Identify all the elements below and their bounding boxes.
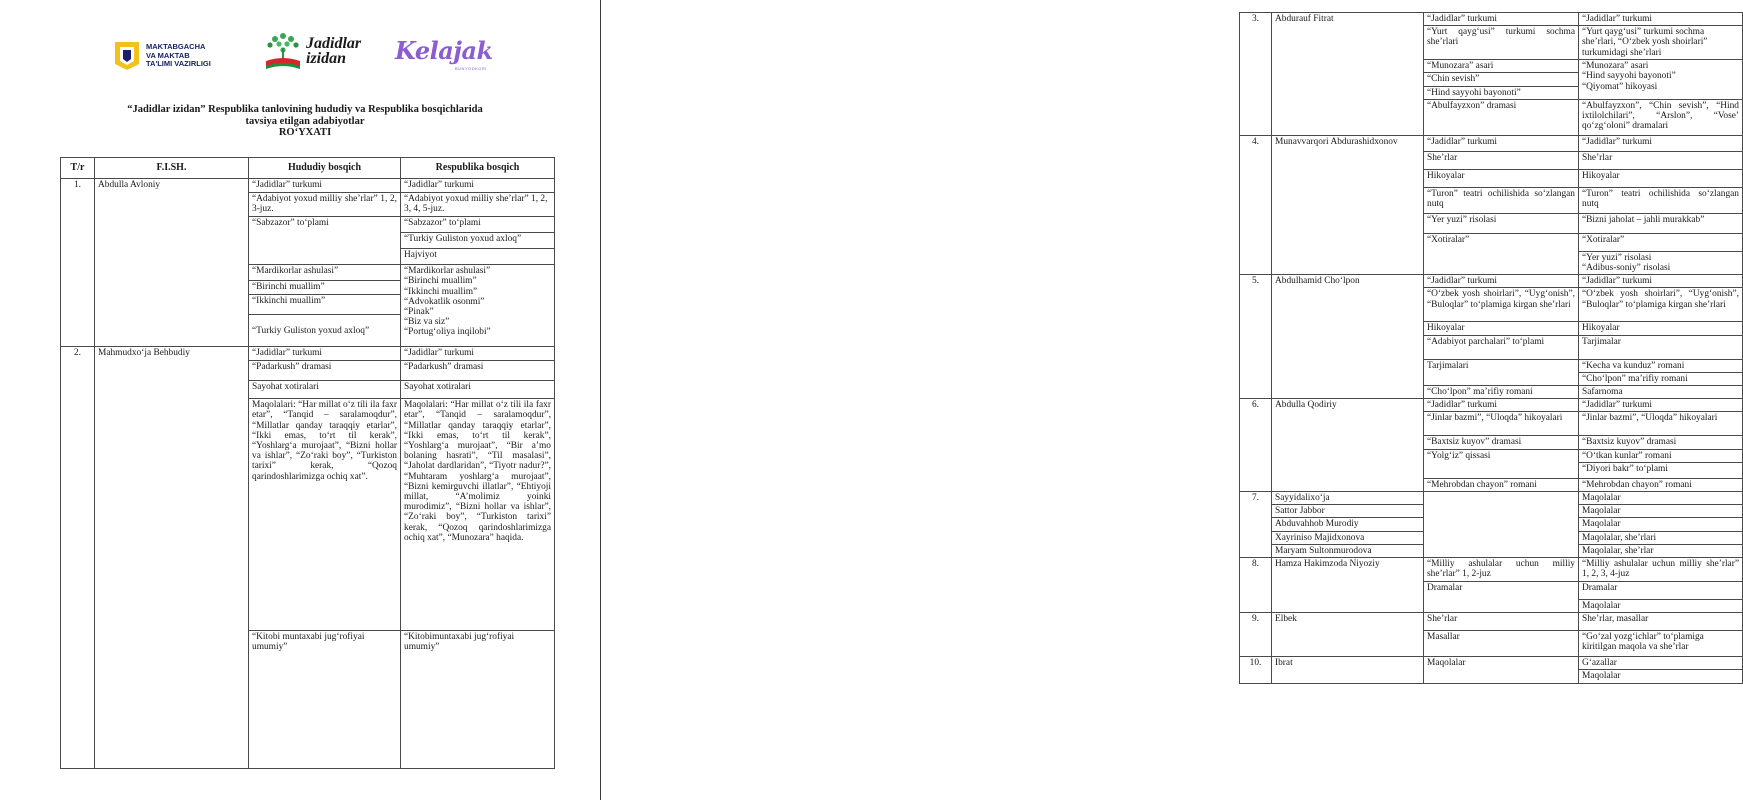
republic-cell: Maqolalar, she’rlari <box>1579 531 1743 544</box>
regional-cell: “Abulfayzxon” dramasi <box>1424 99 1579 135</box>
republic-cell: “Adabiyot yoxud milliy she’rlar” 1, 2, 3, 4, 5-juz. <box>401 193 555 217</box>
regional-cell: “Padarkush” dramasi <box>249 361 401 381</box>
regional-cell: “Yurt qayg‘usi” turkumi sochma she’rlari <box>1424 26 1579 60</box>
republic-cell: “Jinlar bazmi”, “Uloqda” hikoyalari <box>1579 412 1743 436</box>
republic-cell: “Mehrobdan chayon” romani <box>1579 478 1743 491</box>
regional-cell: “Turkiy Guliston yoxud axloq” <box>249 315 401 347</box>
regional-cell: “Munozara” asari <box>1424 60 1579 73</box>
republic-item: “Qiyomat” hikoyasi <box>1582 81 1658 92</box>
author-name: Mahmudxo‘ja Behbudiy <box>95 347 249 769</box>
row-number: 9. <box>1240 613 1272 657</box>
republic-cell: “Kitobimuntaxabi jug‘rofiyai umumiy” <box>401 631 555 769</box>
regional-cell: “Hind sayyohi bayonoti” <box>1424 86 1579 99</box>
regional-cell: “Cho‘lpon” ma’rifiy romani <box>1424 386 1579 399</box>
republic-cell: She’rlar <box>1579 151 1743 169</box>
regional-cell: Maqolalar <box>1424 657 1579 683</box>
kelajak-logo-text: Kelajak <box>395 36 493 65</box>
regional-cell: “O‘zbek yosh shoirlari”, “Uyg‘onish”, “Buloqlar” to‘plamiga kirgan she’rlari <box>1424 288 1579 322</box>
regional-cell: “Mardikorlar ashulasi” <box>249 265 401 281</box>
regional-cell: She’rlar <box>1424 613 1579 631</box>
republic-cell: Maqolalari: “Har millat o‘z tili ila faxr etar”, “Tanqid – saralamoqdur”, “Millatlar qanday taraqqiy etarlar”, “Ikki emas, to‘rt til kerak”, “Yoshlarg‘a murojaat”, “Bir a’mo bolaning hasrati”, “Til masalasi”, “Jaholat dardlaridan”, “Tiyotr nadur?”, “Muhtaram yoshlarg‘a murojaat”, “Bizni kemirguvchi illatlar”, “Ehtiyoji millat, “A’molimiz yoinki murodimiz”, “Bizni hollar va ishlar”, “Zo‘raki boy”, “Turkiston tarixi” kerak, “Qozoq qarindoshlarimizga ochiq xat”, “Munozara” haqida. <box>401 399 555 631</box>
regional-cell: “Adabiyot yoxud milliy she’rlar” 1, 2, 3-juz. <box>249 193 401 217</box>
republic-item: “Adibus-soniy” risolasi <box>1582 263 1671 274</box>
republic-cell: “Cho‘lpon” ma’rifiy romani <box>1579 372 1743 385</box>
author-name: Abdurauf Fitrat <box>1272 13 1424 136</box>
regional-cell: “Xotiralar” <box>1424 233 1579 274</box>
tree-book-icon <box>262 30 304 74</box>
republic-cell: “Jadidlar” turkumi <box>1579 275 1743 288</box>
table-row <box>61 347 555 361</box>
document-title <box>80 104 530 139</box>
regional-cell: “Yer yuzi” risolasi <box>1424 213 1579 233</box>
republic-cell: “Turon” teatri ochilishida so‘zlangan nutq <box>1579 187 1743 213</box>
document-page-right <box>602 0 1739 800</box>
republic-cell: Dramalar <box>1579 582 1743 600</box>
republic-cell: Hikoyalar <box>1579 322 1743 335</box>
republic-cell: “Yurt qayg‘usi” turkumi sochma she’rlari, “O‘zbek yosh shoirlari” turkumidagi she’rlari <box>1579 26 1743 60</box>
regional-cell: “Jadidlar” turkumi <box>1424 399 1579 412</box>
republic-cell: Maqolalar <box>1579 670 1743 683</box>
author-name: Sattor Jabbor <box>1272 505 1424 518</box>
regional-cell: Tarjimalari <box>1424 359 1579 385</box>
logo-strip <box>112 30 512 85</box>
regional-cell: “Jadidlar” turkumi <box>1424 275 1579 288</box>
republic-item: “Hind sayyohi bayonoti” <box>1582 71 1676 82</box>
republic-cell: “Milliy ashulalar uchun milliy she’rlar” 1, 2, 3, 4-juz <box>1579 558 1743 582</box>
ministry-logo-text: MAKTABGACHA VA MAKTAB TA'LIMI VAZIRLIGI <box>146 42 211 68</box>
regional-cell: “Yolg‘iz” qissasi <box>1424 449 1579 478</box>
kelajak-logo-subtext: BUNYODKORI <box>455 66 487 71</box>
republic-cell: “Jadidlar” turkumi <box>401 179 555 193</box>
header-name: F.I.SH. <box>95 158 249 179</box>
republic-item: “Ikkinchi muallim” <box>404 286 478 297</box>
republic-cell: “Jadidlar” turkumi <box>1579 135 1743 151</box>
table-row <box>1240 399 1743 412</box>
author-name: Xayriniso Majidxonova <box>1272 531 1424 544</box>
republic-cell: “Go‘zal yozg‘ichlar” to‘plamiga kiritilgan maqola va she’rlar <box>1579 631 1743 657</box>
page-divider <box>600 0 601 800</box>
table-row <box>1240 135 1743 151</box>
author-name: Abdulla Qodiriy <box>1272 399 1424 492</box>
author-name: Abdulla Avloniy <box>95 179 249 347</box>
literature-table-part-2 <box>1239 12 1743 684</box>
republic-cell: “Jadidlar” turkumi <box>1579 13 1743 26</box>
author-name: Sayyidalixo‘ja <box>1272 492 1424 505</box>
republic-cell: She’rlar, masallar <box>1579 613 1743 631</box>
republic-cell-group <box>1579 60 1743 100</box>
republic-cell: Hikoyalar <box>1579 169 1743 187</box>
regional-cell: “Turon” teatri ochilishida so‘zlangan nutq <box>1424 187 1579 213</box>
regional-cell: She’rlar <box>1424 151 1579 169</box>
republic-item: “Turkiy Guliston yoxud axloq” <box>401 233 554 249</box>
republic-item: “Biz va siz” <box>404 317 450 328</box>
republic-cell: “Diyori bakr” to‘plami <box>1579 462 1743 478</box>
row-number: 4. <box>1240 135 1272 274</box>
document-page-left <box>0 0 600 800</box>
row-number: 8. <box>1240 558 1272 613</box>
row-number: 2. <box>61 347 95 769</box>
regional-cell: “Sabzazor” to‘plami <box>249 217 401 265</box>
republic-item: “Munozara” asari <box>1582 61 1649 72</box>
republic-cell-group <box>1579 251 1743 274</box>
table-row <box>61 179 555 193</box>
row-number: 5. <box>1240 275 1272 399</box>
regional-cell: “Kitobi muntaxabi jug‘rofiyai umumiy” <box>249 631 401 769</box>
republic-cell: “Xotiralar” <box>1579 233 1743 251</box>
republic-item: “Pinak” <box>404 307 434 318</box>
author-name: Hamza Hakimzoda Niyoziy <box>1272 558 1424 613</box>
regional-cell: “Adabiyot parchalari” to‘plami <box>1424 335 1579 359</box>
republic-cell: “Padarkush” dramasi <box>401 361 555 381</box>
republic-item: “Birinchi muallim” <box>404 276 477 287</box>
regional-cell: “Jadidlar” turkumi <box>1424 13 1579 26</box>
republic-cell: “Baxtsiz kuyov” dramasi <box>1579 436 1743 449</box>
row-number: 6. <box>1240 399 1272 492</box>
table-row <box>1240 13 1743 26</box>
row-number: 7. <box>1240 492 1272 558</box>
republic-cell: G‘azallar <box>1579 657 1743 670</box>
regional-cell: Maqolalari: “Har millat o‘z tili ila faxr etar”, “Tanqid – saralamoqdur”, “Millatlar qanday taraqqiy etarlar”, “Ikki emas, to‘rt til kerak”, “Yoshlarg‘a murojaat”, “Bizni hollar va ishlar”, “Zo‘raki boy”, “Turkiston tarixi” kerak, “Qozoq qarindoshlarimizga ochiq xat”. <box>249 399 401 631</box>
republic-item: “Sabzazor” to‘plami <box>401 217 554 233</box>
author-name: Elbek <box>1272 613 1424 657</box>
table-header-row <box>61 158 555 179</box>
republic-cell: Maqolalar <box>1579 505 1743 518</box>
author-name: Munavvarqori Abdurashidxonov <box>1272 135 1424 274</box>
kelajak-logo <box>395 36 505 71</box>
regional-cell: Dramalar <box>1424 582 1579 613</box>
regional-cell: “Chin sevish” <box>1424 73 1579 86</box>
republic-cell: “Abulfayzxon”, “Chin sevish”, “Hind ixtilolchilari”, “Arslon”, “Vose’ qo‘zg‘oloni” dramalari <box>1579 99 1743 135</box>
header-number: T/r <box>61 158 95 179</box>
regional-cell: “Baxtsiz kuyov” dramasi <box>1424 436 1579 449</box>
row-number: 3. <box>1240 13 1272 136</box>
regional-cell: “Ikkinchi muallim” <box>249 295 401 315</box>
republic-item: “Mardikorlar ashulasi” <box>404 266 491 277</box>
regional-cell: “Mehrobdan chayon” romani <box>1424 478 1579 491</box>
regional-cell: “Jadidlar” turkumi <box>249 347 401 361</box>
row-number: 10. <box>1240 657 1272 683</box>
republic-cell: Maqolalar, she’rlar <box>1579 544 1743 557</box>
author-name: Abdulhamid Cho‘lpon <box>1272 275 1424 399</box>
republic-cell: “O‘zbek yosh shoirlari”, “Uyg‘onish”, “Buloqlar” to‘plamiga kirgan she’rlari <box>1579 288 1743 322</box>
republic-cell: Maqolalar <box>1579 492 1743 505</box>
republic-item: “Yer yuzi” risolasi <box>1582 252 1652 263</box>
regional-cell: “Jadidlar” turkumi <box>1424 135 1579 151</box>
republic-cell: Tarjimalar <box>1579 335 1743 359</box>
republic-cell-group <box>401 217 555 265</box>
author-name: Maryam Sultonmurodova <box>1272 544 1424 557</box>
literature-table-part-1 <box>60 157 555 769</box>
table-row <box>1240 558 1743 582</box>
regional-cell: Hikoyalar <box>1424 322 1579 335</box>
republic-cell: “Bizni jaholat – jahli murakkab” <box>1579 213 1743 233</box>
title-line-3: RO‘YXATI <box>278 127 332 138</box>
table-row <box>1240 657 1743 670</box>
jadidlar-izidan-logo-text: Jadidlar izidan <box>306 35 362 67</box>
republic-cell-group <box>401 265 555 347</box>
regional-cell: “Jadidlar” turkumi <box>249 179 401 193</box>
title-line-1: “Jadidlar izidan” Respublika tanlovining hududiy va Respublika bosqichlarida <box>127 104 483 115</box>
republic-cell: Safarnoma <box>1579 386 1743 399</box>
republic-item: “Advokatlik osonmi” <box>404 296 485 307</box>
republic-item: Hajviyot <box>404 250 437 261</box>
ministry-emblem-icon <box>112 38 142 72</box>
regional-cell: “Jinlar bazmi”, “Uloqda” hikoyalari <box>1424 412 1579 436</box>
header-regional-stage: Hududiy bosqich <box>249 158 401 179</box>
title-line-2: tavsiya etilgan adabiyotlar <box>245 115 365 127</box>
regional-cell: “Birinchi muallim” <box>249 281 401 295</box>
regional-cell: Sayohat xotiralari <box>249 381 401 399</box>
table-row <box>1240 275 1743 288</box>
republic-cell: Maqolalar <box>1579 600 1743 613</box>
republic-cell: “Jadidlar” turkumi <box>401 347 555 361</box>
row-number: 1. <box>61 179 95 347</box>
republic-cell: Sayohat xotiralari <box>401 381 555 399</box>
table-row <box>1240 613 1743 631</box>
author-name: Ibrat <box>1272 657 1424 683</box>
regional-cell: Hikoyalar <box>1424 169 1579 187</box>
republic-cell: Maqolalar <box>1579 518 1743 531</box>
header-republic-stage: Respublika bosqich <box>401 158 555 179</box>
regional-cell: “Milliy ashulalar uchun milliy she’rlar” 1, 2-juz <box>1424 558 1579 582</box>
regional-cell-empty <box>1424 492 1579 558</box>
regional-cell: Masallar <box>1424 631 1579 657</box>
republic-item: “Portug‘oliya inqilobi” <box>404 327 491 338</box>
republic-cell: “Kecha va kunduz” romani <box>1579 359 1743 372</box>
republic-cell: “Jadidlar” turkumi <box>1579 399 1743 412</box>
republic-cell: “O‘tkan kunlar” romani <box>1579 449 1743 462</box>
table-row <box>1240 492 1743 505</box>
author-name: Abduvahhob Murodiy <box>1272 518 1424 531</box>
